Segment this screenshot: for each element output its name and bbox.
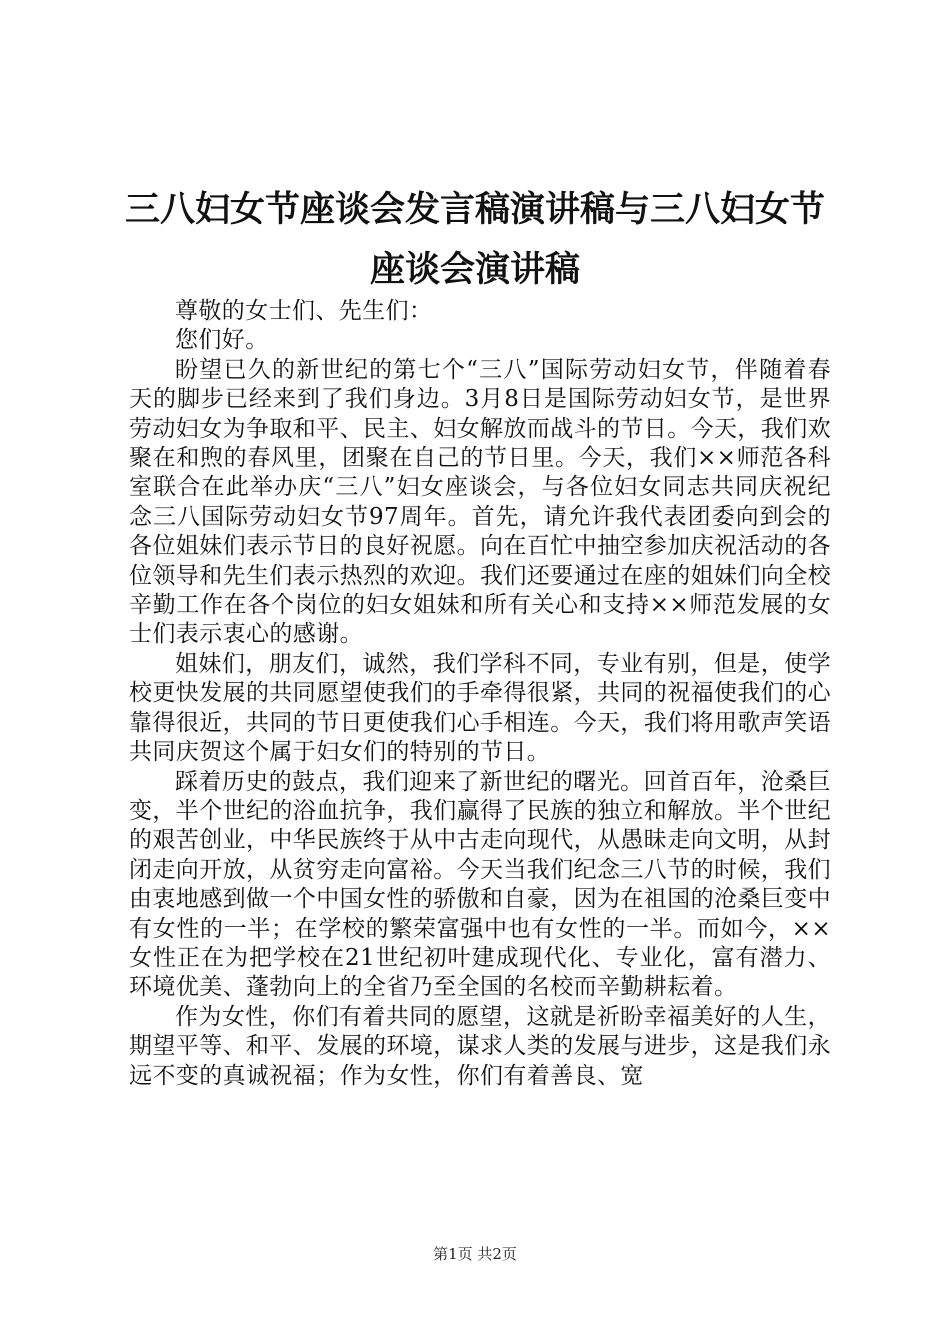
body-paragraph: 盼望已久的新世纪的第七个“三八”国际劳动妇女节，伴随着春天的脚步已经来到了我们身边。3月8日是国际劳动妇女节，是世界劳动妇女为争取和平、民主、妇女解放而战斗的节日。今天，我们欢聚在和煦的春风里，团聚在自己的节日里。今天，我们××师范各科室联合在此举办庆“三八”妇女座谈会，与各位妇女同志共同庆祝纪念三八国际劳动妇女节97周年。首先，请允许我代表团委向到会的各位姐妹们表示节日的良好祝愿。向在百忙中抽空参加庆祝活动的各位领导和先生们表示热烈的欢迎。我们还要通过在座的姐妹们向全校辛勤工作在各个岗位的妇女姐妹和所有关心和支持××师范发展的女士们表示衷心的感谢。 <box>129 356 831 648</box>
body-paragraph: 踩着历史的鼓点，我们迎来了新世纪的曙光。回首百年，沧桑巨变，半个世纪的浴血抗争，我们赢得了民族的独立和解放。半个世纪的艰苦创业，中华民族终于从中古走向现代，从愚昧走向文明，从封闭走向开放，从贫穷走向富裕。今天当我们纪念三八节的时候，我们由衷地感到做一个中国女性的骄傲和自豪，因为在祖国的沧桑巨变中有女性的一半；在学校的繁荣富强中也有女性的一半。而如今，××女性正在为把学校在21世纪初叶建成现代化、专业化，富有潜力、环境优美、蓬勃向上的全省乃至全国的名校而辛勤耕耘着。 <box>129 768 831 1001</box>
document-body <box>129 297 831 1091</box>
body-paragraph: 姐妹们，朋友们，诚然，我们学科不同，专业有别，但是，使学校更快发展的共同愿望使我们的手牵得很紧，共同的祝福使我们的心靠得很近，共同的节日更使我们心手相连。今天，我们将用歌声笑语共同庆贺这个属于妇女们的特别的节日。 <box>129 650 831 766</box>
greeting-paragraph: 您们好。 <box>175 327 269 354</box>
page-number-footer: 第1页 共2页 <box>433 1245 517 1263</box>
salutation-paragraph: 尊敬的女士们、先生们： <box>175 298 433 324</box>
document-title-line-2: 座谈会演讲稿 <box>369 249 580 290</box>
document-title-line-1: 三八妇女节座谈会发言稿演讲稿与三八妇女节 <box>124 189 825 230</box>
body-paragraph: 作为女性，你们有着共同的愿望，这就是祈盼幸福美好的人生，期望平等、和平、发展的环境，谋求人类的发展与进步，这是我们永远不变的真诚祝福；作为女性，你们有着善良、宽 <box>129 1003 831 1089</box>
